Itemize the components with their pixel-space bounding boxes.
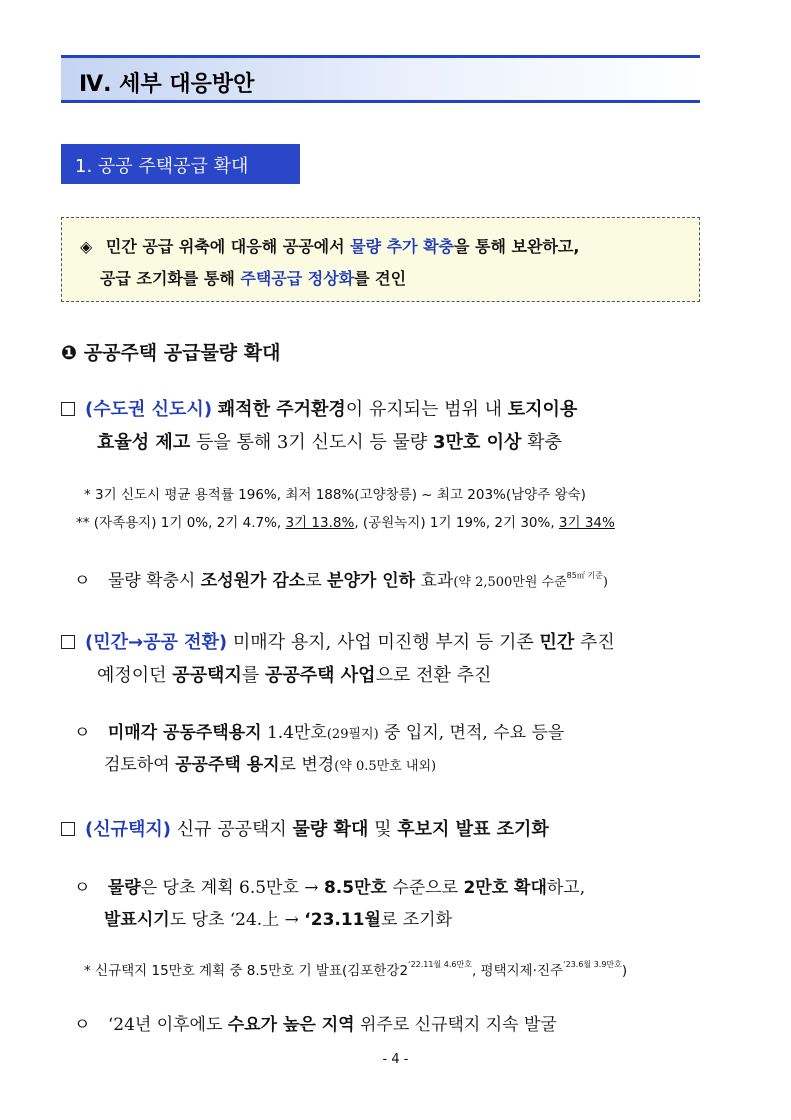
text: 위주로 신규택지 지속 발굴 — [354, 1015, 557, 1035]
summary-text: 를 견인 — [354, 269, 407, 288]
emphasis: 후보지 발표 조기화 — [397, 819, 549, 840]
text: ) — [621, 963, 628, 979]
emphasis: 발표시기 — [104, 910, 170, 930]
text: 로 조기화 — [380, 910, 453, 930]
text: ** (자족용지) 1기 0%, 2기 4.7%, — [76, 515, 286, 531]
summary-line-1 — [80, 234, 579, 257]
sub-bullet-2-line-2 — [104, 750, 436, 775]
text: , 평택지제·진주 — [471, 963, 564, 979]
note-text: (29필지) — [326, 727, 379, 742]
text: , (공원녹지) 1기 19%, 2기 30%, — [354, 515, 559, 531]
sub-bullet-4 — [74, 1010, 557, 1035]
sub-bullet-3-line-1 — [74, 873, 585, 898]
text: 1.4만호 — [261, 723, 327, 743]
text: 하고, — [546, 878, 586, 898]
summary-line-2 — [100, 266, 406, 289]
circle-bullet-icon: ㅇ — [74, 1015, 91, 1035]
text: 검토하여 — [104, 755, 176, 775]
text: 이 유지되는 범위 내 — [345, 399, 508, 420]
emphasis: 8.5만호 — [323, 878, 387, 898]
diamond-bullet-icon: ◈ — [80, 237, 93, 256]
page-number: - 4 - — [382, 1052, 409, 1067]
paragraph-tag: (민간→공공 전환) — [85, 632, 228, 653]
emphasis: 2만호 확대 — [463, 878, 547, 898]
paragraph-tag: (신규택지) — [85, 819, 172, 840]
circle-bullet-icon: ㅇ — [74, 878, 91, 898]
note-text: (약 0.5만호 내외) — [334, 759, 437, 774]
text: 등을 통해 3기 신도시 등 물량 — [190, 432, 433, 453]
text: 중 입지, 면적, 수요 등을 — [378, 723, 565, 743]
emphasis: 3만호 이상 — [433, 432, 522, 453]
summary-text: 을 통해 보완하고, — [454, 237, 580, 256]
superscript: ‘23.6월 3.9만호 — [563, 960, 622, 969]
subsection-heading-box — [61, 144, 300, 184]
checkbox-square-icon — [61, 402, 75, 416]
sub-bullet-1 — [74, 566, 608, 591]
sub-bullet-3-line-2 — [104, 905, 452, 930]
emphasis: 물량 — [107, 878, 141, 898]
text: 수준으로 — [386, 878, 464, 898]
checkbox-square-icon — [61, 822, 75, 836]
summary-text: 공급 조기화를 통해 — [100, 269, 241, 288]
text: 미매각 용지, 사업 미진행 부지 등 기존 — [227, 632, 540, 653]
paragraph-1-line-1 — [61, 395, 577, 421]
emphasis: 물량 확대 — [292, 819, 369, 840]
paragraph-1-line-2 — [97, 428, 562, 454]
emphasis: ‘23.11월 — [304, 910, 381, 930]
text: 효과 — [415, 571, 454, 591]
emphasis: 공공주택 용지 — [175, 755, 280, 775]
text: ‘24년 이후에도 — [107, 1015, 228, 1035]
item-heading: ❶ 공공주택 공급물량 확대 — [61, 342, 281, 364]
emphasis: 효율성 제고 — [97, 432, 191, 453]
footnote-3 — [84, 959, 627, 979]
text: 를 — [241, 665, 265, 686]
paragraph-3 — [61, 815, 549, 841]
emphasis: 수요가 높은 지역 — [227, 1015, 355, 1035]
summary-text: 민간 공급 위축에 대응해 공공에서 — [105, 237, 351, 256]
text: 추진 — [574, 632, 615, 653]
summary-highlight: 물량 추가 확충 — [350, 237, 455, 256]
sub-bullet-2-line-1 — [74, 718, 564, 743]
emphasis: 토지이용 — [507, 399, 578, 420]
text: 은 당초 계획 6.5만호 → — [140, 878, 324, 898]
emphasis: 공공택지 — [172, 665, 242, 686]
text: 로 — [305, 571, 328, 591]
underlined-text: 3기 34% — [558, 515, 615, 531]
text: 신규 공공택지 — [171, 819, 293, 840]
text: 으로 전환 추진 — [375, 665, 492, 686]
text: 도 당초 ‘24.上 → — [169, 910, 305, 930]
emphasis: 분양가 인하 — [327, 571, 416, 591]
summary-highlight: 주택공급 정상화 — [240, 269, 355, 288]
circle-bullet-icon: ㅇ — [74, 723, 91, 743]
subsection-heading: 1. 공공 주택공급 확대 — [75, 156, 249, 177]
text: 확충 — [521, 432, 562, 453]
emphasis: 쾌적한 주거환경 — [217, 399, 346, 420]
note-text: (약 2,500만원 수준 — [453, 575, 567, 590]
underlined-text: 3기 13.8% — [285, 515, 355, 531]
checkbox-square-icon — [61, 635, 75, 649]
emphasis: 민간 — [539, 632, 575, 653]
text: 예정이던 — [97, 665, 173, 686]
emphasis: 공공주택 사업 — [264, 665, 376, 686]
text: 및 — [368, 819, 398, 840]
paragraph-tag: (수도권 신도시) — [85, 399, 213, 420]
section-heading: Ⅳ. 세부 대응방안 — [79, 72, 255, 97]
section-heading-bar — [61, 55, 700, 103]
footnote-2 — [76, 511, 615, 531]
circle-bullet-icon: ㅇ — [74, 571, 91, 591]
text: * 신규택지 15만호 계획 중 8.5만호 기 발표(김포한강2 — [84, 963, 409, 979]
emphasis: 미매각 공동주택용지 — [107, 723, 262, 743]
superscript: 85㎡ 기준 — [566, 571, 603, 580]
paragraph-2-line-2 — [97, 661, 491, 687]
paragraph-2-line-1 — [61, 628, 615, 654]
note-text: ) — [602, 575, 608, 590]
text: 물량 확충시 — [107, 571, 201, 591]
emphasis: 조성원가 감소 — [200, 571, 306, 591]
footnote-1: * 3기 신도시 평균 용적률 196%, 최저 188%(고양창릉) ~ 최고 203%(남양주 왕숙) — [84, 487, 586, 503]
superscript: ‘22.11월 4.6만호 — [408, 960, 472, 969]
summary-box — [61, 217, 700, 302]
text: 로 변경 — [279, 755, 335, 775]
